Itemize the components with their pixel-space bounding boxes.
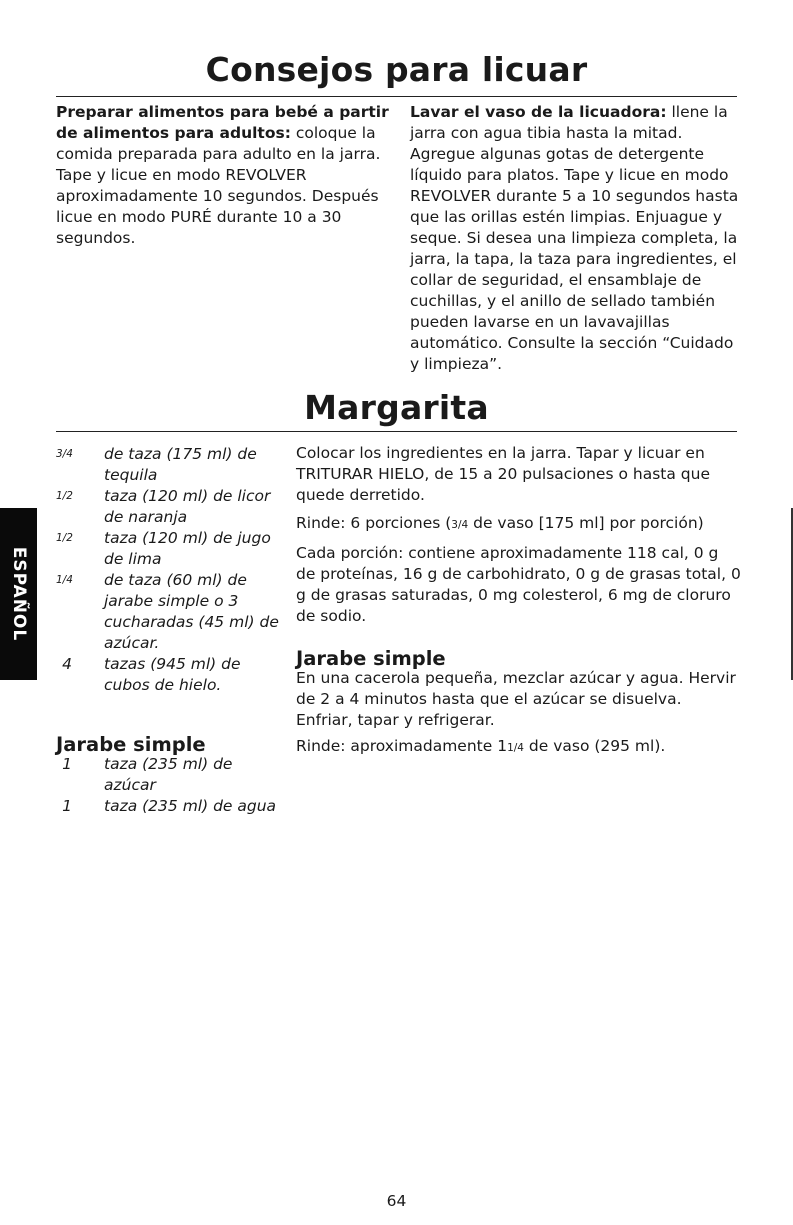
tip-baby-food — [56, 102, 391, 249]
language-tab — [0, 508, 37, 680]
syrup-heading-right: Jarabe simple — [296, 647, 446, 670]
ingredient-text: tazas (945 ml) de cubos de hielo. — [104, 655, 241, 694]
recipe-yield — [296, 513, 741, 536]
recipe-nutrition: Cada porción: contiene aproximadamente 118 cal, 0 g de proteínas, 16 g de carbohidrato, 0 g de grasas total, 0 g de grasas saturadas, 0 mg colesterol, 6 mg de cloruro de sodio. — [296, 544, 741, 625]
page-number: 64 — [386, 1192, 407, 1210]
recipe-instructions: Colocar los ingredientes en la jarra. Tapar y licuar en TRITURAR HIELO, de 15 a 20 pulsaciones o hasta que quede derretido. — [296, 444, 710, 504]
tip-baby-food-body: coloque la comida preparada para adulto en la jarra. Tape y licue en modo REVOLVER aproximadamente 10 segundos. Después licue en modo PURÉ durante 10 a 30 segundos. — [56, 124, 381, 247]
language-tab-label: ESPAÑOL — [8, 546, 29, 642]
syrup-yield — [296, 736, 741, 759]
ingredient-text: taza (235 ml) de agua — [104, 797, 277, 815]
syrup-instructions: En una cacerola pequeña, mezclar azúcar y agua. Hervir de 2 a 4 minutos hasta que el azúcar se disuelva. Enfriar, tapar y refrigerar. — [296, 669, 736, 729]
ingredient-text: taza (235 ml) de azúcar — [104, 755, 233, 794]
yield-text: Rinde: 6 porciones ( — [296, 514, 452, 532]
margin-bar — [791, 508, 793, 680]
tip-wash-jar — [410, 102, 745, 375]
syrup-heading-left: Jarabe simple — [56, 733, 206, 756]
ingredient-qty: 4 — [62, 655, 72, 673]
tip-baby-food-heading: Preparar alimentos para bebé a partir de alimentos para adultos: — [56, 103, 389, 142]
ingredient-qty: 1/2 — [56, 490, 73, 502]
title-rule — [56, 96, 737, 97]
yield-fraction: 3/4 — [451, 519, 469, 531]
ingredient-qty: 1 — [62, 755, 72, 773]
ingredient-qty: 1 — [62, 797, 72, 815]
ingredient-text: de taza (175 ml) de tequila — [104, 445, 257, 484]
ingredient-qty: 1/4 — [56, 574, 73, 586]
yield-text: de vaso [175 ml] por porción) — [468, 514, 704, 532]
recipe-title: Margarita — [304, 388, 489, 427]
yield-text: de vaso (295 ml). — [523, 737, 666, 755]
section-title-tips: Consejos para licuar — [205, 50, 588, 89]
tip-wash-jar-body: llene la jarra con agua tibia hasta la mitad. Agregue algunas gotas de detergente líquido para platos. Tape y licue en modo REVOLVER durante 5 a 10 segundos hasta que las orillas estén limpias. Enjuague y seque. Si desea una limpieza completa, la jarra, la tapa, la taza para ingredientes, el collar de seguridad, el ensamblaje de cuchillas, y el anillo de sellado también pueden lavarse en un lavavajillas automático. Consulte la sección “Cuidado y limpieza”. — [410, 103, 739, 373]
ingredient-text: taza (120 ml) de jugo de lima — [104, 529, 271, 568]
yield-fraction: 1/4 — [507, 742, 524, 754]
ingredient-text: de taza (60 ml) de jarabe simple o 3 cucharadas (45 ml) de azúcar. — [104, 571, 279, 652]
tip-wash-jar-heading: Lavar el vaso de la licuadora: — [410, 103, 667, 121]
ingredient-text: taza (120 ml) de licor de naranja — [104, 487, 271, 526]
yield-text: Rinde: aproximadamente 1 — [296, 737, 508, 755]
recipe-title-rule — [56, 431, 737, 432]
ingredient-qty: 1/2 — [56, 532, 73, 544]
ingredient-qty: 3/4 — [56, 448, 73, 460]
